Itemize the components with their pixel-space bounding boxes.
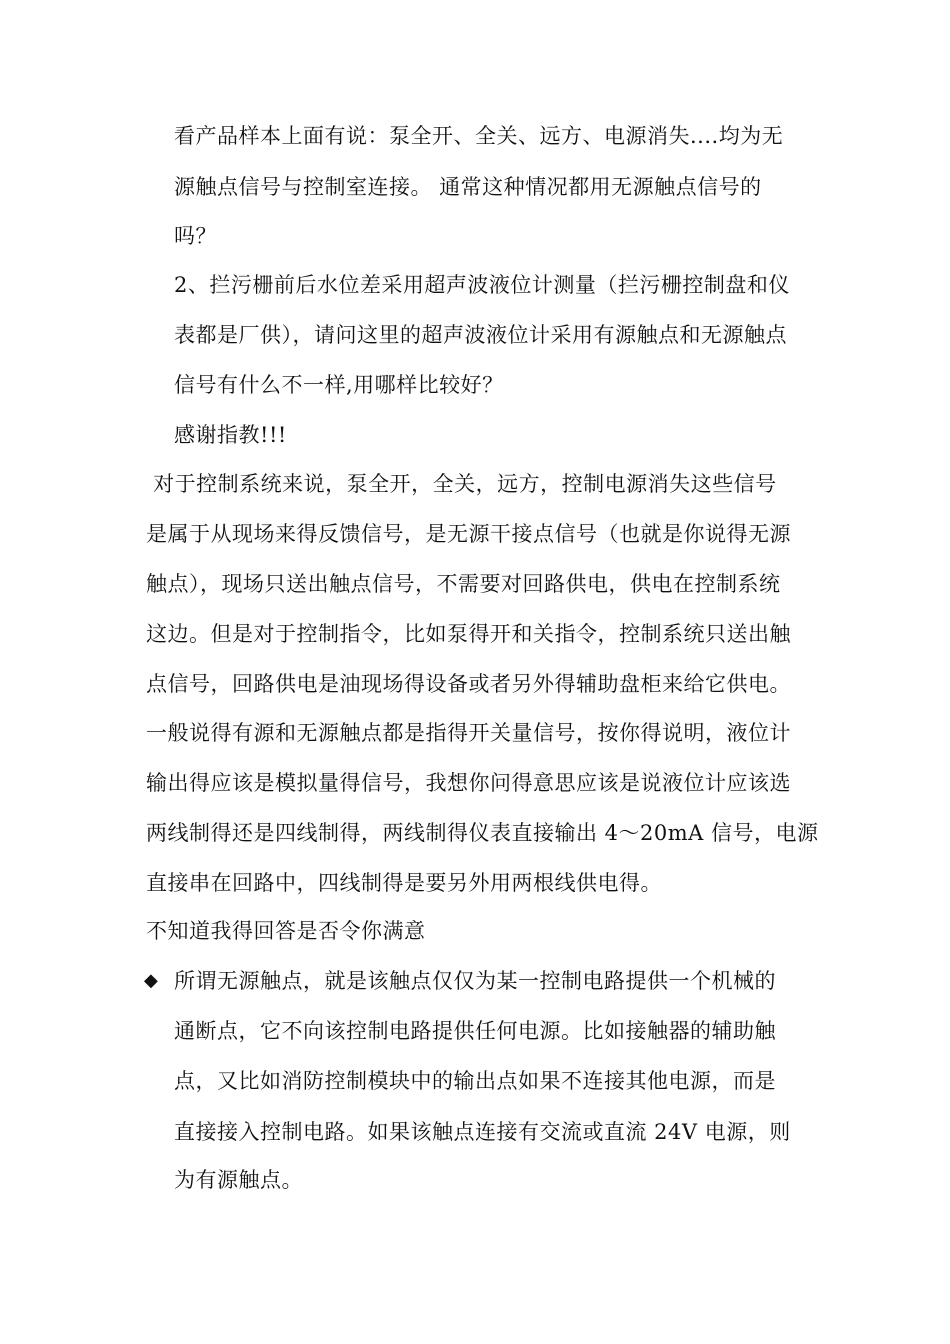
question-line: 吗？ [174, 224, 217, 248]
question-line: 感谢指教!!! [174, 423, 287, 447]
answer-line: 触点），现场只送出触点信号，不需要对回路供电，供电在控制系统 [146, 572, 781, 596]
bullet-line: 所谓无源触点，就是该触点仅仅为某一控制电路提供一个机械的 [174, 969, 776, 993]
question-line: 信号有什么不一样,用哪样比较好？ [174, 373, 504, 397]
answer-line: 这边。但是对于控制指令，比如泵得开和关指令，控制系统只送出触 [146, 622, 791, 646]
question-line: 看产品样本上面有说：泵全开、全关、远方、电源消失....均为无 [174, 124, 784, 148]
answer-line: 是属于从现场来得反馈信号，是无源干接点信号（也就是你说得无源 [146, 522, 791, 546]
answer-line: 对于控制系统来说，泵全开，全关，远方，控制电源消失这些信号 [146, 472, 777, 496]
bullet-line: 直接接入控制电路。如果该触点连接有交流或直流 24V 电源，则 [174, 1120, 791, 1144]
answer-closing-line: 不知道我得回答是否令你满意 [146, 919, 426, 943]
answer-line: 点信号，回路供电是油现场得设备或者另外得辅助盘柜来给它供电。 [146, 672, 791, 696]
bullet-line: 为有源触点。 [174, 1168, 303, 1192]
answer-line: 两线制得还是四线制得，两线制得仪表直接输出 4～20mA 信号，电源 [146, 821, 819, 845]
question-line: 2、拦污栅前后水位差采用超声波液位计测量（拦污栅控制盘和仪 [174, 273, 790, 297]
bullet-line: 点，又比如消防控制模块中的输出点如果不连接其他电源，而是 [174, 1069, 776, 1093]
answer-line: 一般说得有源和无源触点都是指得开关量信号，按你得说明，液位计 [146, 721, 791, 745]
question-line: 源触点信号与控制室连接。 通常这种情况都用无源触点信号的 [174, 175, 762, 199]
bullet-line: 通断点，它不向该控制电路提供任何电源。比如接触器的辅助触 [174, 1019, 776, 1043]
question-line: 表都是厂供），请问这里的超声波液位计采用有源触点和无源触点 [174, 323, 787, 347]
diamond-bullet-icon: ◆ [144, 970, 158, 991]
answer-line: 输出得应该是模拟量得信号，我想你问得意思应该是说液位计应该选 [146, 771, 791, 795]
answer-line: 直接串在回路中，四线制得是要另外用两根线供电得。 [146, 871, 662, 895]
